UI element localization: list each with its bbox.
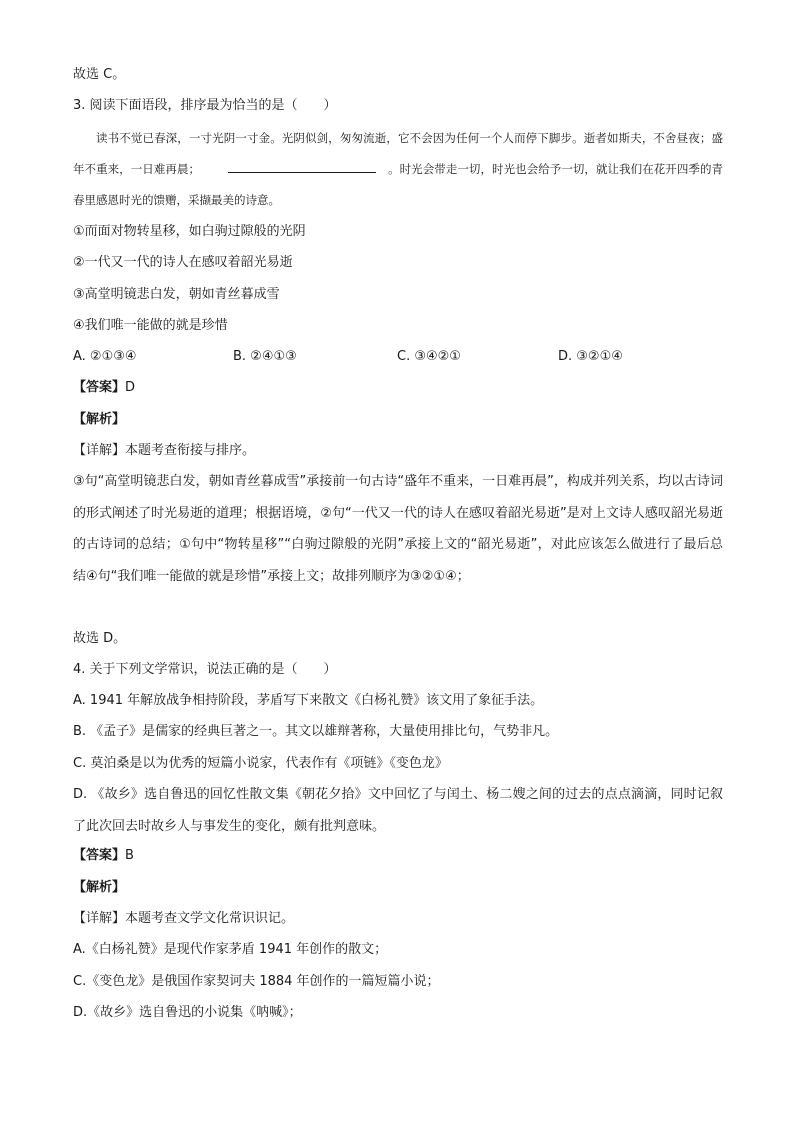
- answer-label: 【答案】: [73, 380, 126, 395]
- answer-blank: [228, 160, 376, 173]
- q3-analysis-label: 【解析】: [73, 412, 126, 427]
- q4-explanation-a: A.《白杨礼赞》是现代作家茅盾 1941 年创作的散文；: [73, 942, 388, 957]
- q4-option-a: A. 1941 年解放战争相持阶段，茅盾写下来散文《白杨礼赞》该文用了象征手法。: [73, 693, 544, 708]
- question-4-stem: 4. 关于下列文学常识，说法正确的是（ ）: [73, 662, 337, 677]
- q4-option-d: D. 《故乡》选自鲁迅的回忆性散文集《朝花夕拾》文中回忆了与闰土、杨二嫂之间的过去的点点滴滴，同时记叙了此次回去时故乡人与事发生的变化，颇有批判意味。: [73, 787, 723, 834]
- q3-answer: [73, 379, 135, 397]
- passage-part-a: 读书不觉已春深，一寸光阴一寸金。光阴似剑，匆匆流逝，它不会因为任何一个人而停下脚步。逝者如斯夫，不舍昼夜；盛年不重来，一日难再晨；: [73, 131, 723, 176]
- sentence-1: ①而面对物转星移，如白驹过隙般的光阴: [73, 224, 306, 239]
- question-3-stem: 3. 阅读下面语段，排序最为恰当的是（ ）: [73, 98, 337, 113]
- previous-conclusion: 故选 C。: [73, 67, 126, 82]
- q4-option-c: C. 莫泊桑是以为优秀的短篇小说家，代表作有《项链》《变色龙》: [73, 756, 448, 771]
- q4-explanation-d: D.《故乡》选自鲁迅的小说集《呐喊》；: [73, 1005, 302, 1020]
- answer-label: 【答案】: [73, 848, 126, 863]
- sentence-2: ②一代又一代的诗人在感叹着韶光易逝: [73, 255, 293, 270]
- q3-option-b: B. ②④①③: [233, 349, 297, 364]
- sentence-3: ③高堂明镜悲白发，朝如青丝暮成雪: [73, 287, 280, 302]
- q3-explanation: ③句“高堂明镜悲白发，朝如青丝暮成雪”承接前一句古诗“盛年不重来，一日难再晨”，构成并列关系，均以古诗词的形式阐述了时光易逝的道理；根据语境，②句“一代又一代的诗人在感叹着韶光易逝”是对上文诗人感叹韶光易逝的古诗词的总结；①句中“物转星移”“白驹过隙般的光阴”承接上文的“韶光易逝”，对此应该怎么做进行了最后总结④句“我们唯一能做的就是珍惜”承接上文；故排列顺序为③②①④；: [73, 474, 723, 584]
- q3-option-a: A. ②①③④: [73, 349, 137, 364]
- answer-value: D: [125, 380, 136, 395]
- q4-detail: 【详解】本题考查文学文化常识识记。: [73, 911, 295, 926]
- q3-option-c: C. ③④②①: [397, 349, 461, 364]
- sentence-4: ④我们唯一能做的就是珍惜: [73, 318, 228, 333]
- q4-option-b: B. 《孟子》是儒家的经典巨著之一。其文以雄辩著称，大量使用排比句，气势非凡。: [73, 724, 559, 739]
- q4-analysis-label: 【解析】: [73, 880, 126, 895]
- q4-answer: [73, 847, 134, 865]
- q3-option-d: D. ③②①④: [558, 349, 623, 364]
- q3-conclusion: 故选 D。: [73, 631, 127, 646]
- answer-value: B: [125, 848, 134, 863]
- q3-detail: 【详解】本题考查衔接与排序。: [73, 443, 256, 458]
- question-3-passage: [73, 123, 723, 216]
- passage-part-b: 。时光会带走一切，时光也会给予一切，就让我们在花开四季的青春里感恩时光的馈赠，采撷最美的诗意。: [73, 162, 723, 207]
- q4-explanation-c: C.《变色龙》是俄国作家契诃夫 1884 年创作的一篇短篇小说；: [73, 974, 440, 989]
